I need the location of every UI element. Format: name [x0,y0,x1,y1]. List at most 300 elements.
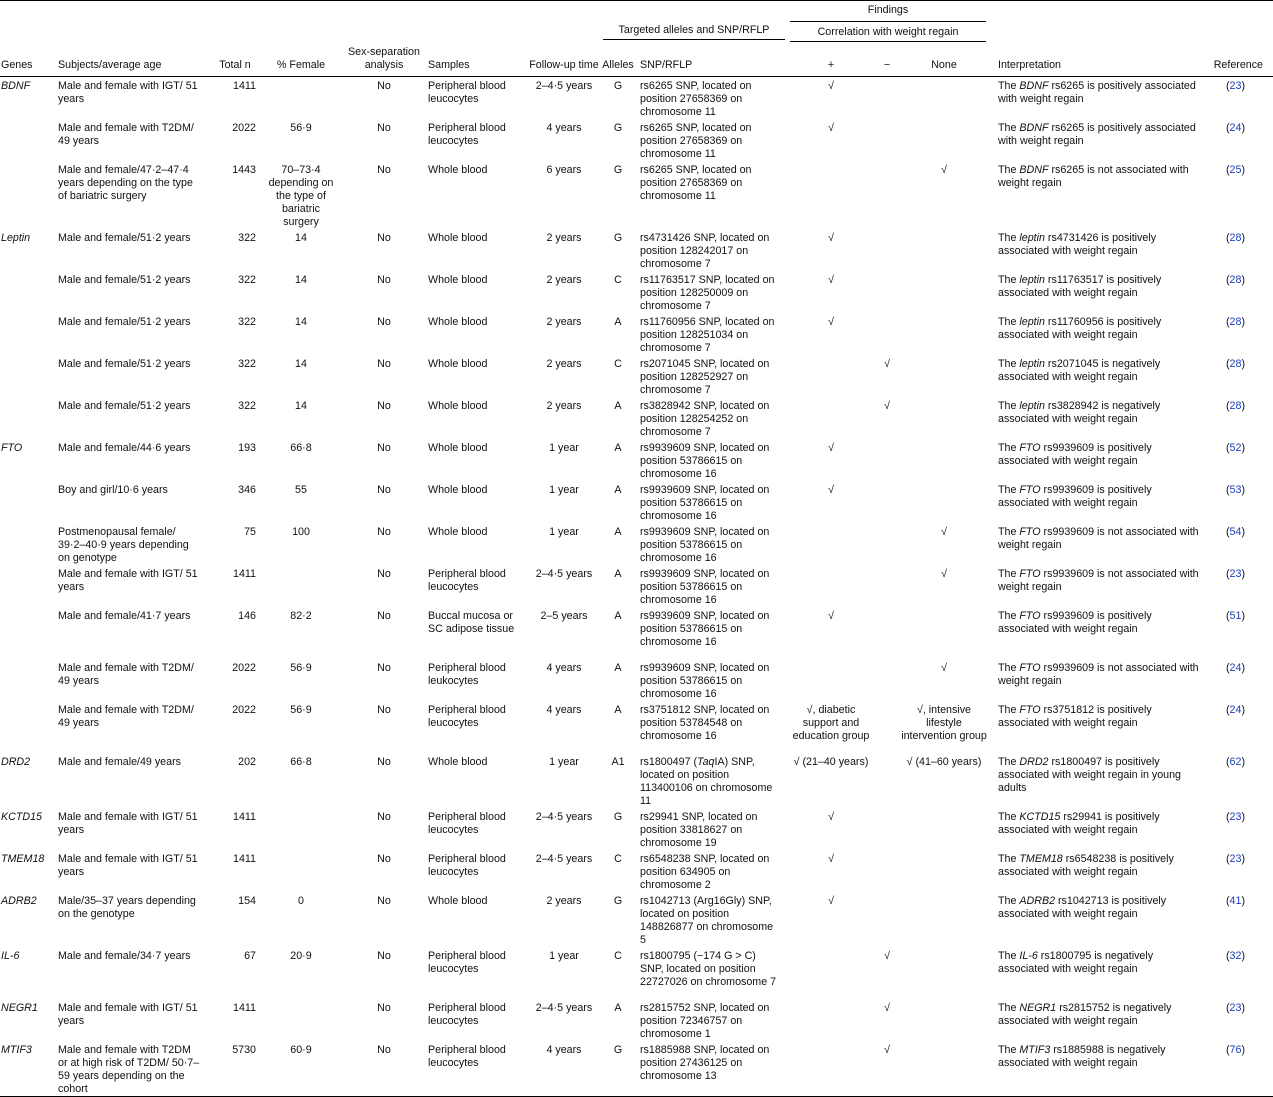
cell-positive [788,565,874,607]
cell-negative [874,229,900,271]
cell-sexsep: No [377,811,391,823]
cell-subjects: Postmenopausal female/ 39·2–40·9 years depending on genotype [58,526,189,564]
table-body [0,77,1273,1097]
cell-snp: rs2815752 SNP, located on position 72346757 on chromosome 1 [640,1002,770,1040]
cell-interpretation [998,77,1203,120]
interp-lead: The [998,484,1020,496]
cell-none [900,1041,988,1097]
cell-gene [0,119,56,161]
cell-samples: Buccal mucosa or SC adipose tissue [428,610,515,635]
interp-rest: rs4731426 is positively associated with weight regain [998,232,1157,257]
cell-reference: (28) [1225,274,1245,286]
cell-reference: (25) [1225,164,1245,176]
cell-interpretation [998,439,1203,481]
reference-link[interactable]: 62 [1229,756,1242,768]
cell-sexsep: No [377,1002,391,1014]
cell-reference: (23) [1225,568,1245,580]
cell-samples: Peripheral blood leucocytes [428,1002,506,1027]
cell-none: √ [941,662,947,674]
interp-lead: The [998,80,1020,92]
cell-female [262,565,340,607]
cell-reference: (52) [1225,442,1245,454]
correlation-header: Correlation with weight regain [790,21,986,42]
cell-samples: Peripheral blood leucocytes [428,122,506,147]
interp-lead: The [998,756,1020,768]
cell-subjects: Male and female with IGT/ 51 years [58,811,198,836]
interp-gene: leptin [1019,274,1045,286]
snp-text: rs1800497 ( [640,756,698,768]
cell-negative: √ [884,1044,890,1056]
cell-negative [874,701,900,753]
cell-sexsep: No [377,756,391,768]
cell-reference: (62) [1225,756,1245,768]
cell-subjects: Male and female/51·2 years [58,274,191,286]
reference-link[interactable]: 23 [1229,1002,1242,1014]
cell-allele: A [614,400,622,412]
cell-snp: rs9939609 SNP, located on position 53786615 on chromosome 16 [640,610,770,648]
cell-spacer [988,119,998,161]
cell-subjects: Male and female/51·2 years [58,400,191,412]
reference-link[interactable]: 24 [1229,122,1242,134]
interp-lead: The [998,950,1020,962]
cell-interpretation [998,523,1203,565]
cell-sexsep: No [377,80,391,92]
table-row [0,850,1273,892]
cell-interpretation [998,753,1203,808]
interp-gene: ADRB2 [1019,895,1056,907]
cell-negative: √ [884,950,890,962]
cell-interpretation [998,808,1203,850]
cell-total: 1411 [233,1002,256,1014]
interp-lead: The [998,400,1020,412]
table-row [0,439,1273,481]
reference-link[interactable]: 28 [1229,400,1242,412]
cell-allele: G [613,811,623,823]
table-row [0,808,1273,850]
cell-positive: √ [828,442,834,454]
col-female: % Female [276,59,326,71]
cell-followup: 2–4·5 years [535,80,593,92]
interp-gene: leptin [1019,400,1045,412]
cell-negative [874,313,900,355]
cell-negative: √ [884,400,890,412]
cell-gene [0,397,56,439]
cell-total: 202 [238,756,256,768]
cell-positive: √, diabetic support and education group [792,704,870,742]
interp-rest: rs3751812 is positively associated with weight regain [998,704,1152,729]
interp-rest: rs2071045 is negatively associated with weight regain [998,358,1161,383]
cell-followup: 2 years [546,274,582,286]
interp-lead: The [998,316,1020,328]
interp-rest: rs1800497 is positively associated with weight regain in young adults [998,756,1181,794]
cell-followup: 4 years [546,1044,582,1056]
cell-none [900,481,988,523]
cell-snp: rs29941 SNP, located on position 33818627 on chromosome 19 [640,811,758,849]
cell-snp: rs11760956 SNP, located on position 128251034 on chromosome 7 [640,316,775,354]
table-row [0,271,1273,313]
cell-gene [0,523,56,565]
cell-gene [0,313,56,355]
cell-snp: rs6548238 SNP, located on position 634905 on chromosome 2 [640,853,770,891]
reference-link[interactable]: 28 [1229,274,1242,286]
interp-gene: DRD2 [1019,756,1049,768]
cell-followup: 4 years [546,704,582,716]
cell-followup: 1 year [549,442,579,454]
cell-female: 56·9 [290,122,312,134]
cell-none [900,999,988,1041]
reference-link[interactable]: 23 [1229,568,1242,580]
interp-gene: FTO [1019,526,1041,538]
table-row [0,607,1273,659]
cell-total: 2022 [232,704,256,716]
cell-spacer [988,271,998,313]
interp-lead: The [998,853,1020,865]
cell-reference: (76) [1225,1044,1245,1056]
reference-link[interactable]: 51 [1229,610,1242,622]
cell-negative: √ [884,1002,890,1014]
cell-total: 67 [244,950,256,962]
cell-samples: Peripheral blood leucocytes [428,853,506,878]
cell-none: √ (41–60 years) [906,756,982,768]
interp-rest: rs29941 is positively associated with weight regain [998,811,1160,836]
cell-snp: rs1885988 SNP, located on position 27436125 on chromosome 13 [640,1044,770,1082]
reference-link[interactable]: 76 [1229,1044,1242,1056]
cell-followup: 2 years [546,232,582,244]
interp-gene: NEGR1 [1019,1002,1057,1014]
cell-none [900,947,988,999]
cell-female: 20·9 [290,950,312,962]
interp-lead: The [998,662,1020,674]
cell-female [262,850,340,892]
interp-gene: FTO [1019,610,1041,622]
cell-negative: √ [884,358,890,370]
cell-samples: Peripheral blood leucocytes [428,80,506,105]
interp-rest: rs11760956 is positively associated with weight regain [998,316,1162,341]
cell-negative [874,119,900,161]
cell-total: 322 [238,274,256,286]
cell-spacer [988,565,998,607]
cell-total: 322 [238,316,256,328]
cell-gene [0,607,56,659]
cell-subjects: Male and female with IGT/ 51 years [58,853,198,878]
cell-subjects: Male and female/51·2 years [58,358,191,370]
cell-allele: A [614,662,622,674]
interp-gene: FTO [1019,484,1041,496]
col-plus: + [827,59,835,71]
cell-snp: rs9939609 SNP, located on position 53786615 on chromosome 16 [640,568,770,606]
cell-followup: 2–5 years [540,610,588,622]
reference-link[interactable]: 52 [1229,442,1242,454]
col-interpretation: Interpretation [998,59,1061,71]
reference-link[interactable]: 28 [1229,316,1242,328]
cell-subjects: Male and female/51·2 years [58,316,191,328]
cell-gene [0,701,56,753]
cell-sexsep: No [377,895,391,907]
table-header [0,1,1273,77]
cell-reference: (54) [1225,526,1245,538]
cell-subjects: Male and female with T2DM/ 49 years [58,662,194,687]
cell-female: 14 [295,232,307,244]
cell-none [900,850,988,892]
cell-sexsep: No [377,122,391,134]
cell-total: 193 [238,442,256,454]
cell-snp: rs9939609 SNP, located on position 53786615 on chromosome 16 [640,662,770,700]
cell-interpretation [998,481,1203,523]
cell-positive: √ [828,122,834,134]
cell-gene: DRD2 [1,756,31,768]
cell-allele: A [614,568,622,580]
cell-snp [636,753,788,808]
cell-snp: rs9939609 SNP, located on position 53786615 on chromosome 16 [640,526,770,564]
cell-none [900,77,988,120]
cell-subjects: Male and female with IGT/ 51 years [58,1002,198,1027]
col-alleles: Alleles [602,59,634,71]
cell-positive: √ [828,316,834,328]
cell-spacer [988,161,998,229]
cell-samples: Whole blood [428,400,488,412]
interp-rest: rs9939609 is not associated with weight regain [998,568,1199,593]
snp-text: IA) SNP, located on position 113400106 on chromosome 11 [640,756,773,807]
interp-rest: rs1885988 is negatively associated with weight regain [998,1044,1166,1069]
reference-link[interactable]: 25 [1229,164,1242,176]
cell-samples: Whole blood [428,895,488,907]
cell-negative [874,850,900,892]
targeted-alleles-header: Targeted alleles and SNP/RFLP [603,24,785,40]
interp-gene: FTO [1019,662,1041,674]
cell-reference: (51) [1225,610,1245,622]
cell-female: 14 [295,358,307,370]
interp-rest: rs9939609 is positively associated with weight regain [998,610,1152,635]
cell-subjects: Male and female/34·7 years [58,950,191,962]
cell-samples: Peripheral blood leucocytes [428,1044,506,1069]
interp-rest: rs6548238 is positively associated with weight regain [998,853,1174,878]
table-row [0,659,1273,701]
cell-spacer [988,1041,998,1097]
cell-samples: Whole blood [428,164,488,176]
cell-spacer [988,229,998,271]
cell-none [900,808,988,850]
cell-total: 1411 [233,811,256,823]
cell-followup: 6 years [546,164,582,176]
cell-negative [874,161,900,229]
interp-lead: The [998,164,1020,176]
cell-spacer [988,659,998,701]
cell-female [262,808,340,850]
cell-snp: rs4731426 SNP, located on position 128242017 on chromosome 7 [640,232,770,270]
cell-spacer [988,892,998,947]
interp-rest: rs1800795 is negatively associated with weight regain [998,950,1154,975]
cell-allele: C [614,274,622,286]
cell-sexsep: No [377,484,391,496]
reference-link[interactable]: 23 [1229,811,1242,823]
interp-lead: The [998,1044,1020,1056]
reference-link[interactable]: 28 [1229,232,1242,244]
cell-spacer [988,947,998,999]
col-minus: − [883,59,891,71]
cell-negative [874,271,900,313]
cell-sexsep: No [377,610,391,622]
col-genes: Genes [1,59,33,71]
cell-positive: √ [828,610,834,622]
cell-interpretation [998,947,1203,999]
cell-subjects: Boy and girl/10·6 years [58,484,168,496]
cell-interpretation [998,659,1203,701]
cell-spacer [988,850,998,892]
col-followup: Follow-up time [529,59,599,71]
col-total-label: Total n [219,59,251,71]
cell-gene: MTIF3 [1,1044,32,1056]
cell-none [900,119,988,161]
cell-samples: Peripheral blood leucocytes [428,704,506,729]
reference-link[interactable]: 24 [1229,704,1242,716]
interp-lead: The [998,442,1020,454]
cell-sexsep: No [377,358,391,370]
cell-allele: A [614,484,622,496]
table-row [0,753,1273,808]
cell-none [900,397,988,439]
cell-total: 322 [238,232,256,244]
cell-gene [0,565,56,607]
cell-total: 1443 [232,164,256,176]
reference-link[interactable]: 54 [1229,526,1242,538]
cell-spacer [988,523,998,565]
cell-interpretation [998,355,1203,397]
cell-female: 66·8 [290,756,312,768]
cell-gene: IL-6 [1,950,20,962]
cell-interpretation [998,607,1203,659]
reference-link[interactable]: 41 [1229,895,1242,907]
cell-female: 55 [295,484,307,496]
cell-subjects: Male and female with IGT/ 51 years [58,568,198,593]
cell-gene: FTO [1,442,23,454]
cell-followup: 1 year [549,526,579,538]
cell-sexsep: No [377,442,391,454]
interp-gene: BDNF [1019,80,1049,92]
table-row [0,119,1273,161]
interp-lead: The [998,1002,1020,1014]
cell-spacer [988,439,998,481]
cell-sexsep: No [377,1044,391,1056]
cell-subjects: Male and female/41·7 years [58,610,191,622]
col-reference: Reference [1213,59,1263,71]
cell-positive [788,659,874,701]
reference-link[interactable]: 24 [1229,662,1242,674]
interp-gene: BDNF [1019,122,1049,134]
cell-reference: (23) [1225,853,1245,865]
cell-sexsep: No [377,232,391,244]
cell-negative [874,659,900,701]
interp-gene: FTO [1019,704,1041,716]
cell-allele: G [613,1044,623,1056]
cell-negative [874,77,900,120]
reference-link[interactable]: 23 [1229,853,1242,865]
cell-interpretation [998,229,1203,271]
cell-female: 56·9 [290,662,312,674]
reference-link[interactable]: 53 [1229,484,1242,496]
cell-female: 56·9 [290,704,312,716]
cell-interpretation [998,999,1203,1041]
cell-samples: Whole blood [428,232,488,244]
cell-samples: Whole blood [428,316,488,328]
cell-followup: 4 years [546,662,582,674]
cell-positive: √ [828,895,834,907]
interp-lead: The [998,274,1020,286]
cell-allele: G [613,164,623,176]
cell-allele: A1 [611,756,625,768]
cell-gene: Leptin [1,232,31,244]
cell-interpretation [998,565,1203,607]
cell-samples: Peripheral blood leucocytes [428,811,506,836]
cell-spacer [988,999,998,1041]
cell-none [900,607,988,659]
interp-gene: FTO [1019,442,1041,454]
col-total [208,43,262,77]
reference-link[interactable]: 23 [1229,80,1242,92]
cell-snp: rs2071045 SNP, located on position 128252927 on chromosome 7 [640,358,770,396]
table-row [0,229,1273,271]
table-row [0,397,1273,439]
interp-gene: BDNF [1019,164,1049,176]
cell-subjects: Male and female with T2DM or at high risk of T2DM/ 50·7–59 years depending on the cohort [58,1044,200,1095]
cell-reference: (53) [1225,484,1245,496]
cell-sexsep: No [377,164,391,176]
cell-subjects: Male and female/47·2–47·4 years depending on the type of bariatric surgery [58,164,193,202]
table-row [0,999,1273,1041]
cell-total: 146 [238,610,256,622]
cell-spacer [988,701,998,753]
cell-interpretation [998,892,1203,947]
reference-link[interactable]: 28 [1229,358,1242,370]
cell-followup: 2–4·5 years [535,568,593,580]
cell-positive: √ [828,232,834,244]
cell-female: 100 [292,526,310,538]
table-row [0,313,1273,355]
cell-followup: 1 year [549,756,579,768]
cell-reference: (28) [1225,358,1245,370]
cell-snp: rs3828942 SNP, located on position 128254252 on chromosome 7 [640,400,770,438]
col-subjects: Subjects/average age [58,59,162,71]
cell-positive [788,947,874,999]
cell-interpretation [998,850,1203,892]
cell-sexsep: No [377,950,391,962]
cell-positive: √ [828,484,834,496]
interp-gene: TMEM18 [1019,853,1063,865]
cell-total: 2022 [232,122,256,134]
cell-allele: A [614,1002,622,1014]
cell-allele: A [614,526,622,538]
cell-sexsep: No [377,568,391,580]
interp-rest: rs2815752 is negatively associated with weight regain [998,1002,1172,1027]
cell-sexsep: No [377,316,391,328]
cell-female: 14 [295,316,307,328]
cell-none: √ [941,568,947,580]
cell-followup: 4 years [546,122,582,134]
interp-rest: rs9939609 is not associated with weight regain [998,526,1199,551]
cell-reference: (41) [1225,895,1245,907]
interp-lead: The [998,610,1020,622]
cell-total: 322 [238,400,256,412]
table-row [0,892,1273,947]
reference-link[interactable]: 32 [1229,950,1242,962]
cell-snp: rs1800795 (−174 G > C) SNP, located on position 22727026 on chromosome 7 [640,950,777,988]
cell-negative [874,523,900,565]
cell-snp: rs6265 SNP, located on position 27658369 on chromosome 11 [640,122,752,160]
cell-followup: 2 years [546,316,582,328]
cell-positive: √ [828,811,834,823]
cell-subjects: Male and female with IGT/ 51 years [58,80,198,105]
cell-subjects: Male and female/49 years [58,756,181,768]
cell-female [262,999,340,1041]
